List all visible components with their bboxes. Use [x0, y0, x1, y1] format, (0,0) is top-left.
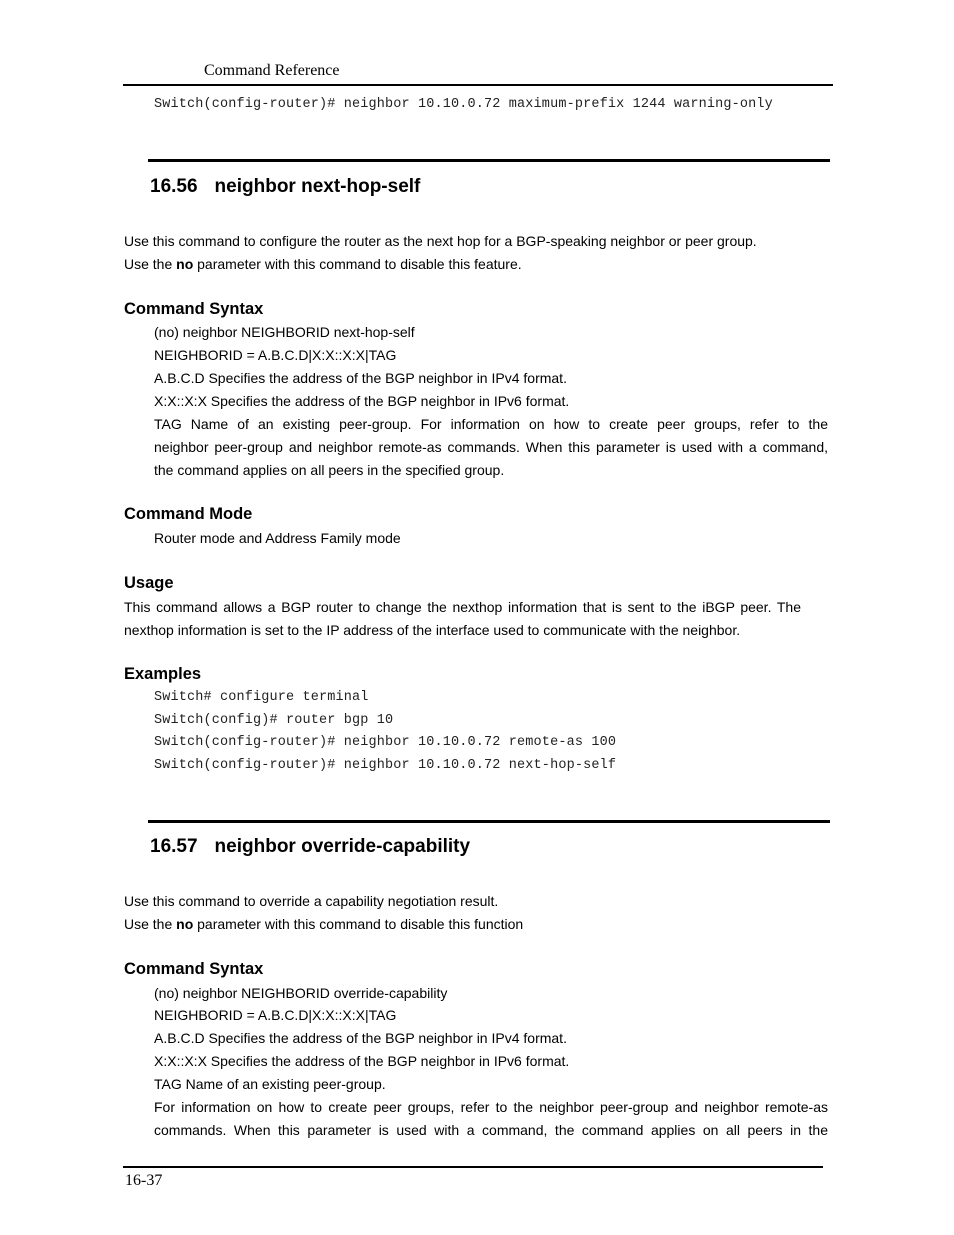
keyword-no: no: [176, 256, 194, 272]
subheading-command-mode: Command Mode: [124, 505, 253, 523]
code-line: Switch(config-router)# neighbor 10.10.0.72 remote-as 100: [154, 735, 617, 750]
running-header: Command Reference: [204, 62, 340, 79]
paragraph: Use the no parameter with this command to disable this function: [124, 916, 524, 932]
subheading-command-syntax: Command Syntax: [124, 960, 264, 978]
keyword-no: no: [176, 916, 194, 932]
subheading-command-syntax: Command Syntax: [124, 300, 264, 318]
syntax-line: the command applies on all peers in the specified group.: [154, 462, 505, 478]
syntax-line: A.B.C.D Specifies the address of the BGP neighbor in IPv4 format.: [154, 1030, 567, 1046]
usage-text: nexthop information is set to the IP address of the interface used to communicate with the neighbor.: [124, 622, 741, 638]
syntax-line: For information on how to create peer groups, refer to the neighbor peer-group and neighbor remote-as: [154, 1099, 828, 1115]
section-rule: [148, 820, 830, 823]
subheading-usage: Usage: [124, 574, 174, 592]
footer-rule: [123, 1166, 823, 1168]
header-rule: [123, 84, 833, 86]
section-number: 16.56: [150, 176, 198, 197]
code-line: Switch(config-router)# neighbor 10.10.0.72 next-hop-self: [154, 758, 617, 773]
paragraph: Use the no parameter with this command to disable this feature.: [124, 256, 522, 272]
code-line: Switch# configure terminal: [154, 690, 369, 705]
syntax-line: (no) neighbor NEIGHBORID next-hop-self: [154, 324, 415, 340]
syntax-line: NEIGHBORID = A.B.C.D|X:X::X:X|TAG: [154, 1007, 397, 1023]
syntax-line: X:X::X:X Specifies the address of the BGP neighbor in IPv6 format.: [154, 393, 570, 409]
section-heading-16-56: [150, 176, 420, 198]
syntax-line: commands. When this parameter is used with a command, the command applies on all peers in the: [154, 1122, 828, 1138]
page-number: 16-37: [125, 1172, 163, 1189]
syntax-line: A.B.C.D Specifies the address of the BGP neighbor in IPv4 format.: [154, 370, 567, 386]
syntax-line: TAG Name of an existing peer-group. For information on how to create peer groups, refer to the: [154, 416, 828, 432]
paragraph: Use this command to configure the router as the next hop for a BGP-speaking neighbor or peer group.: [124, 233, 757, 249]
code-line: Switch(config)# router bgp 10: [154, 713, 394, 728]
section-number: 16.57: [150, 836, 198, 857]
syntax-line: neighbor peer-group and neighbor remote-as commands. When this parameter is used with a command,: [154, 439, 828, 455]
subheading-examples: Examples: [124, 665, 202, 683]
code-line: Switch(config-router)# neighbor 10.10.0.72 maximum-prefix 1244 warning-only: [154, 97, 773, 112]
syntax-line: NEIGHBORID = A.B.C.D|X:X::X:X|TAG: [154, 347, 397, 363]
section-heading-16-57: [150, 836, 470, 858]
syntax-line: (no) neighbor NEIGHBORID override-capability: [154, 985, 448, 1001]
paragraph: Use this command to override a capability negotiation result.: [124, 893, 499, 909]
section-title: neighbor next-hop-self: [214, 176, 421, 197]
mode-text: Router mode and Address Family mode: [154, 530, 401, 546]
usage-text: This command allows a BGP router to change the nexthop information that is sent to the iBGP peer. The: [124, 599, 801, 615]
section-rule: [148, 159, 830, 162]
syntax-line: TAG Name of an existing peer-group.: [154, 1076, 386, 1092]
syntax-line: X:X::X:X Specifies the address of the BGP neighbor in IPv6 format.: [154, 1053, 570, 1069]
section-title: neighbor override-capability: [214, 836, 471, 857]
